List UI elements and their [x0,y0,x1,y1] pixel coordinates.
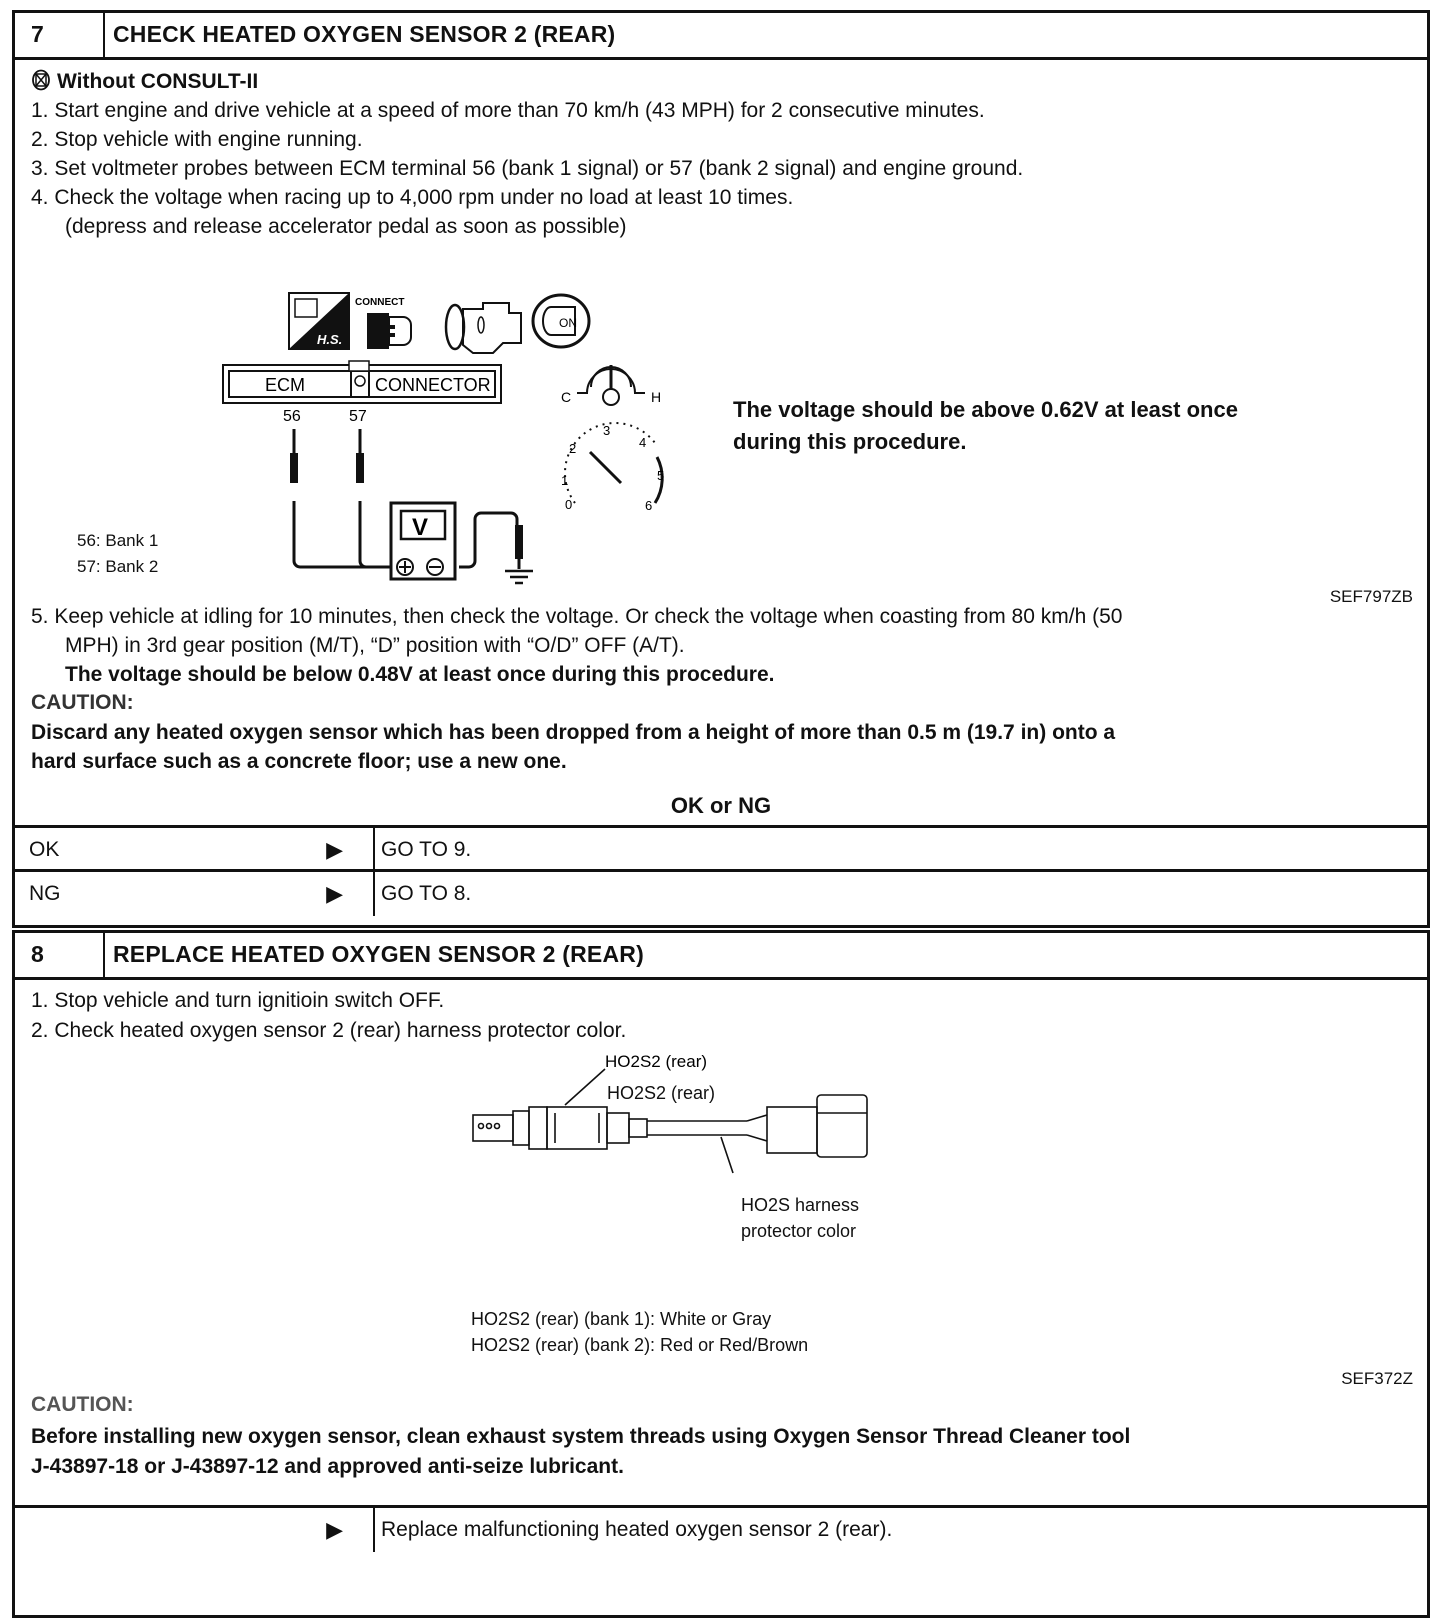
result-heading: OK or NG [670,793,772,818]
step-8-header [15,933,1427,980]
harness-connector-hs-icon [289,293,349,349]
svg-text:ECM: ECM [265,375,305,395]
step-7-header [15,13,1427,60]
result-action: Replace malfunctioning heated oxygen sensor 2 (rear). [381,1518,893,1541]
step-8-box [12,930,1430,1618]
arrow-right-icon: ▶ [326,837,343,862]
ground-symbol [505,571,533,583]
temperature-gauge-icon [561,365,661,405]
result-row-ng [15,869,1427,916]
step-item: 5. Keep vehicle at idling for 10 minutes, then check the voltage. Or check the voltage when coasting from 80 km/h (50 [31,605,1123,628]
result-label: NG [29,882,61,905]
step-item-cont: MPH) in 3rd gear position (M/T), “D” position with “O/D” OFF (A/T). [65,634,685,657]
voltmeter-diagram [205,281,705,591]
svg-text:HO2S2 (rear): HO2S2 (rear) [605,1052,708,1071]
svg-text:V: V [412,514,429,541]
svg-text:6: 6 [645,498,653,513]
svg-text:5: 5 [657,468,665,483]
step-item: 4. Check the voltage when racing up to 4,000 rpm under no load at least 10 times. [31,186,794,209]
svg-text:ON: ON [559,316,577,330]
figure-id: SEF372Z [1341,1369,1413,1388]
caution-text: Discard any heated oxygen sensor which has been dropped from a height of more than 0.5 m (19.7 in) onto a [31,721,1116,744]
bank2-color: HO2S2 (rear) (bank 2): Red or Red/Brown [471,1335,809,1355]
step-item: 1. Stop vehicle and turn ignitioin switch OFF. [31,989,445,1012]
svg-text:C: C [561,389,572,405]
bank-legend-2: 57: Bank 2 [77,557,159,576]
voltmeter-icon [391,503,455,579]
caution-text: hard surface such as a concrete floor; use a new one. [31,750,567,773]
step-item: 2. Check heated oxygen sensor 2 (rear) harness protector color. [31,1019,627,1042]
svg-text:3: 3 [603,423,611,438]
engine-running-icon [446,303,521,353]
caution-label: CAUTION: [31,1393,134,1416]
bank1-color: HO2S2 (rear) (bank 1): White or Gray [471,1309,772,1329]
figure-id: SEF797ZB [1329,587,1413,606]
result-row-ok [15,825,1427,872]
tachometer-icon [561,423,664,513]
voltage-note-line2: during this procedure. [733,429,967,454]
step-title: CHECK HEATED OXYGEN SENSOR 2 (REAR) [113,21,616,47]
caution-text: Before installing new oxygen sensor, clean exhaust system threads using Oxygen Sensor Thread Cleaner tool [31,1425,1131,1448]
arrow-right-icon: ▶ [326,881,343,906]
step-item: 3. Set voltmeter probes between ECM terminal 56 (bank 1 signal) or 57 (bank 2 signal) and engine ground. [31,157,1024,180]
svg-text:2: 2 [569,441,577,456]
mode-label: Without CONSULT-II [31,69,258,97]
no-consult-icon [31,69,51,97]
svg-text:57: 57 [349,408,367,425]
svg-text:H: H [651,389,662,405]
svg-text:56: 56 [283,408,301,425]
result-row [15,1505,1427,1552]
svg-text:CONNECT: CONNECT [355,297,405,308]
caution-label: CAUTION: [31,691,134,714]
result-action: GO TO 9. [381,838,472,861]
svg-text:4: 4 [639,435,647,450]
ecm-connector [223,361,501,425]
svg-text:0: 0 [565,497,573,512]
step-item-note: (depress and release accelerator pedal as soon as possible) [65,215,627,238]
caution-text: J-43897-18 or J-43897-12 and approved anti-seize lubricant. [31,1455,624,1478]
step-title: REPLACE HEATED OXYGEN SENSOR 2 (REAR) [113,941,644,967]
step-7-box [12,10,1430,928]
step-number: 7 [15,13,105,57]
connect-icon [355,297,411,349]
step-item: 2. Stop vehicle with engine running. [31,128,363,151]
voltage-note-line1: The voltage should be above 0.62V at least once [733,397,1238,422]
svg-text:1: 1 [561,473,569,488]
harness-label: HO2S harness [741,1195,860,1215]
result-action: GO TO 8. [381,882,472,905]
step5-note: The voltage should be below 0.48V at least once during this procedure. [65,663,775,686]
arrow-right-icon: ▶ [326,1517,343,1542]
step-number: 8 [15,933,105,977]
svg-text:H.S.: H.S. [317,332,343,347]
sensor-label: HO2S2 (rear) [607,1083,716,1103]
ignition-on-icon [533,295,589,347]
step-item: 1. Start engine and drive vehicle at a speed of more than 70 km/h (43 MPH) for 2 consecutive minutes. [31,99,985,122]
harness-label: protector color [741,1221,857,1241]
bank-legend-1: 56: Bank 1 [77,531,159,550]
svg-text:CONNECTOR: CONNECTOR [375,375,491,395]
result-label: OK [29,838,60,861]
